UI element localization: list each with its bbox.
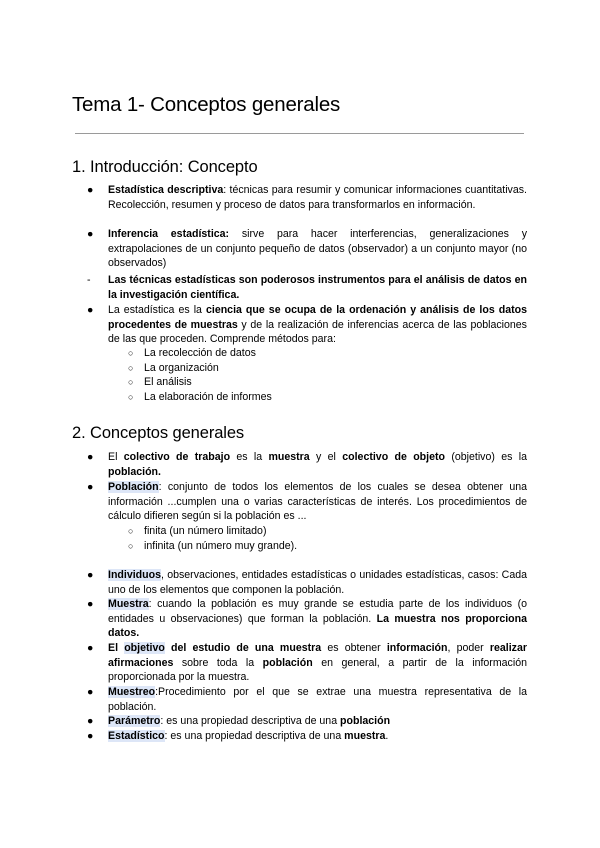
bullet-dot-icon: ● [87,569,94,581]
bullet-muestra: ● Muestra: cuando la población es muy grande se estudia parte de los individuos (o entidades u observaciones) que forman la población. La muestra nos proporciona datos. [87,598,527,640]
bullet-dot-icon: ● [87,481,94,493]
bullet-dot-icon: ● [87,451,94,463]
dash-marker: - [87,274,91,286]
bullet-estadistica-descriptiva: ● Estadística descriptiva: técnicas para resumir y comunicar informaciones cuantitativas. Recolección, resumen y proceso de datos para transformarlos en información. [87,184,527,211]
bullet-dot-icon: ● [87,598,94,610]
bullet-poblacion: ● Población: conjunto de todos los elementos de los cuales se desea obtener una información ...cumplen una o varias características de interés. Los procedimientos de cálculo difieren según si la población es ... [87,481,527,523]
bullet-muestreo: ● Muestreo:Procedimiento por el que se extrae una muestra representativa de la población. [87,686,527,713]
bullet-estadistico: ● Estadístico: es una propiedad descriptiva de una muestra. [87,730,389,742]
bullet-objetivo: ● El objetivo del estudio de una muestra es obtener información, poder realizar afirmaciones sobre toda la población en general, a partir de la información proporcionada por la muestra. [87,642,527,684]
circle-bullet-icon: ○ [128,348,134,358]
bullet-colectivo: ● El colectivo de trabajo es la muestra y el colectivo de objeto (objetivo) es la población. [87,451,527,478]
bullet-dot-icon: ● [87,184,94,196]
poblacion-type: ○ infinita (un número muy grande). [128,540,298,552]
bullet-dot-icon: ● [87,686,94,698]
poblacion-type: ○ finita (un número limitado) [128,525,267,537]
document-title: Tema 1- Conceptos generales [72,93,341,116]
bullet-dot-icon: ● [87,715,94,727]
section-1-heading: 1. Introducción: Concepto [72,158,258,176]
method-item: ○ La organización [128,362,219,374]
title-divider [75,133,524,134]
bullet-definicion-estadistica: ● La estadística es la ciencia que se ocupa de la ordenación y análisis de los datos procedentes de muestras y de la realización de inferencias acerca de las poblaciones de las que proceden. Comprende métodos para: [87,304,528,346]
section-2-heading: 2. Conceptos generales [72,424,245,442]
circle-bullet-icon: ○ [128,541,134,551]
dash-item-tecnicas: - Las técnicas estadísticas son poderosos instrumentos para el análisis de datos en la investigación científica. [87,274,527,301]
circle-bullet-icon: ○ [128,392,134,402]
method-item: ○ El análisis [128,376,192,388]
method-item: ○ La elaboración de informes [128,391,272,403]
bullet-inferencia-estadistica: ● Inferencia estadística: sirve para hacer interferencias, generalizaciones y extrapolaciones de un conjunto pequeño de datos (observador) a un conjunto mayor (no observados) [87,228,527,270]
circle-bullet-icon: ○ [128,363,134,373]
bullet-dot-icon: ● [87,642,94,654]
bullet-dot-icon: ● [87,228,94,240]
bullet-individuos: ● Individuos, observaciones, entidades estadísticas o unidades estadísticas, casos: Cada uno de los elementos que componen la población. [87,569,527,596]
bullet-parametro: ● Parámetro: es una propiedad descriptiva de una población [87,715,391,727]
bullet-dot-icon: ● [87,730,94,742]
circle-bullet-icon: ○ [128,526,134,536]
circle-bullet-icon: ○ [128,377,134,387]
bullet-dot-icon: ● [87,304,94,316]
method-item: ○ La recolección de datos [128,347,256,359]
